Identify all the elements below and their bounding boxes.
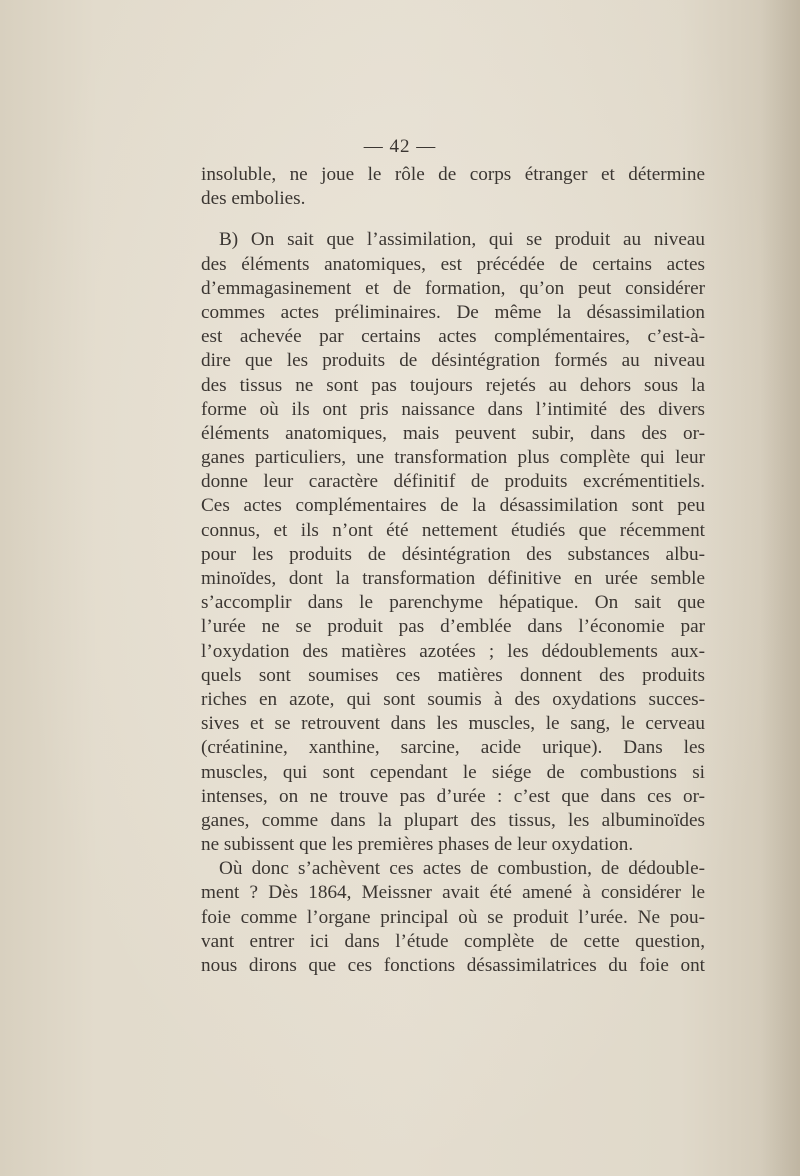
paragraph-3 [201,857,705,978]
paragraph-1 [201,163,705,211]
text-line: B) On sait que l’assimilation, qui se produit au niveau [219,229,705,251]
text-line: des tissus ne sont pas toujours rejetés au dehors sous la [201,374,705,396]
text-line: minoïdes, dont la transformation définitive en urée semble [201,568,705,589]
text-line: dire que les produits de désintégration formés au niveau [201,350,705,372]
text-line: l’urée ne se produit pas d’emblée dans l’économie par [201,616,705,638]
text-line: donne leur caractère définitif de produits excrémentitiels. [201,471,705,493]
text-line: connus, et ils n’ont été nettement étudiés que récemment [201,519,705,541]
text-line: ment ? Dès 1864, Meissner avait été amené à considérer le [201,882,705,904]
text-line: ganes particuliers, une transformation plus complète qui leur [201,447,705,469]
page-number: — 42 — [363,136,437,157]
text-line: s’accomplir dans le parenchyme hépatique. On sait que [201,592,705,614]
text-line: des éléments anatomiques, est précédée de certains actes [201,253,705,275]
text-line: l’oxydation des matières azotées ; les dédoublements aux- [201,640,705,662]
body-text [201,163,705,978]
text-line: (créatinine, xanthine, sarcine, acide urique). Dans les [201,737,705,759]
text-line: éléments anatomiques, mais peuvent subir, dans des or- [201,422,705,444]
paragraph-2 [201,228,705,857]
text-line: des embolies. [201,188,306,210]
text-line: quels sont soumises ces matières donnent des produits [201,664,705,686]
text-line: vant entrer ici dans l’étude complète de cette question, [201,930,705,952]
text-line: ganes, comme dans la plupart des tissus, les albuminoïdes [201,809,705,831]
text-line: forme où ils ont pris naissance dans l’intimité des divers [201,398,705,420]
text-line: insoluble, ne joue le rôle de corps étranger et détermine [201,164,705,185]
text-line: muscles, qui sont cependant le siége de combustions si [201,761,705,783]
text-line: commes actes préliminaires. De même la désassimilation [201,301,705,323]
text-line: nous dirons que ces fonctions désassimilatrices du foie ont [201,955,705,976]
text-line: Où donc s’achèvent ces actes de combustion, de dédouble- [219,858,705,880]
text-line: d’emmagasinement et de formation, qu’on peut considérer [201,277,705,299]
text-line: riches en azote, qui sont soumis à des oxydations succes- [201,688,705,710]
text-line: foie comme l’organe principal où se produit l’urée. Ne pou- [201,906,705,928]
text-line: pour les produits de désintégration des substances albu- [201,543,705,565]
text-line: sives et se retrouvent dans les muscles, le sang, le cerveau [201,713,705,735]
text-line: est achevée par certains actes complémentaires, c’est-à- [201,326,705,348]
text-line: Ces actes complémentaires de la désassimilation sont peu [201,495,705,517]
text-line: ne subissent que les premières phases de leur oxydation. [201,834,634,856]
text-line: intenses, on ne trouve pas d’urée : c’est que dans ces or- [201,785,705,807]
